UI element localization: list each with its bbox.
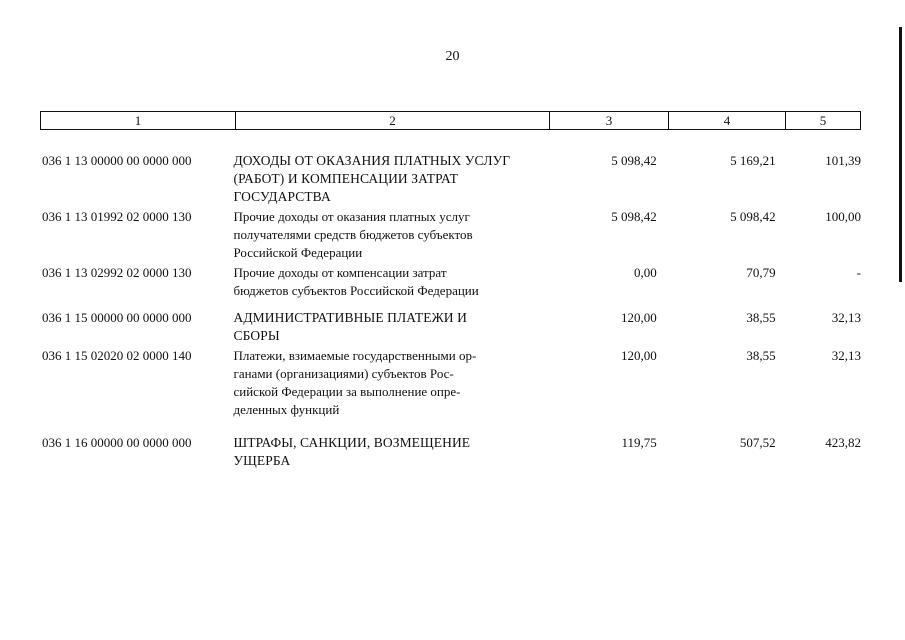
row-code: 036 1 13 01992 02 0000 130 xyxy=(42,209,192,224)
column-header-2: 2 xyxy=(236,112,550,129)
row-value-col5: 100,00 xyxy=(825,209,862,224)
column-header-5: 5 xyxy=(819,113,827,128)
page-number: 20 xyxy=(445,49,460,64)
table-row xyxy=(40,347,861,434)
table-row xyxy=(40,264,861,309)
row-value-col5: 32,13 xyxy=(831,348,862,363)
row-description: ШТРАФЫ, САНКЦИИ, ВОЗМЕЩЕНИЕ УЩЕРБА xyxy=(233,435,471,468)
column-header-1: 1 xyxy=(41,112,236,129)
row-code: 036 1 16 00000 00 0000 000 xyxy=(42,435,192,450)
row-value-col3: 5 098,42 xyxy=(611,209,657,224)
row-code: 036 1 15 00000 00 0000 000 xyxy=(42,310,192,325)
row-value-col4: 5 098,42 xyxy=(730,209,776,224)
row-value-col4: 70,79 xyxy=(746,265,776,280)
row-value-col3: 120,00 xyxy=(621,348,657,363)
row-description: Платежи, взимаемые государственными ор- ганами (организациями) субъектов Рос- сийской Федерации за выполнение опре- деленных функций xyxy=(233,348,477,417)
row-value-col5: 101,39 xyxy=(825,153,862,168)
row-description: ДОХОДЫ ОТ ОКАЗАНИЯ ПЛАТНЫХ УСЛУГ (РАБОТ) И КОМПЕНСАЦИИ ЗАТРАТ ГОСУДАРСТВА xyxy=(233,153,511,204)
row-description: Прочие доходы от компенсации затрат бюджетов субъектов Российской Федерации xyxy=(233,265,479,298)
row-value-col3: 119,75 xyxy=(621,435,657,450)
row-value-col4: 38,55 xyxy=(746,310,776,325)
table-row xyxy=(40,152,861,208)
row-value-col5: 32,13 xyxy=(831,310,862,325)
row-description: АДМИНИСТРАТИВНЫЕ ПЛАТЕЖИ И СБОРЫ xyxy=(233,310,467,343)
page-edge-line xyxy=(899,27,902,282)
row-code: 036 1 15 02020 02 0000 140 xyxy=(42,348,192,363)
row-code: 036 1 13 00000 00 0000 000 xyxy=(42,153,192,168)
row-value-col4: 38,55 xyxy=(746,348,776,363)
column-header-row xyxy=(40,111,861,130)
row-value-col4: 507,52 xyxy=(739,435,776,450)
row-value-col4: 5 169,21 xyxy=(730,153,776,168)
row-value-col3: 0,00 xyxy=(634,265,657,280)
table-row xyxy=(40,208,861,264)
row-code: 036 1 13 02992 02 0000 130 xyxy=(42,265,192,280)
column-header-4: 4 xyxy=(669,112,786,129)
row-description: Прочие доходы от оказания платных услуг получателями средств бюджетов субъектов Российской Федерации xyxy=(233,209,473,260)
row-value-col5: - xyxy=(856,265,862,280)
column-header-3: 3 xyxy=(550,112,669,129)
row-value-col3: 5 098,42 xyxy=(611,153,657,168)
row-value-col3: 120,00 xyxy=(621,310,657,325)
row-value-col5: 423,82 xyxy=(825,435,862,450)
table-row xyxy=(40,434,861,474)
table-row xyxy=(40,309,861,347)
budget-table-body xyxy=(40,152,861,474)
